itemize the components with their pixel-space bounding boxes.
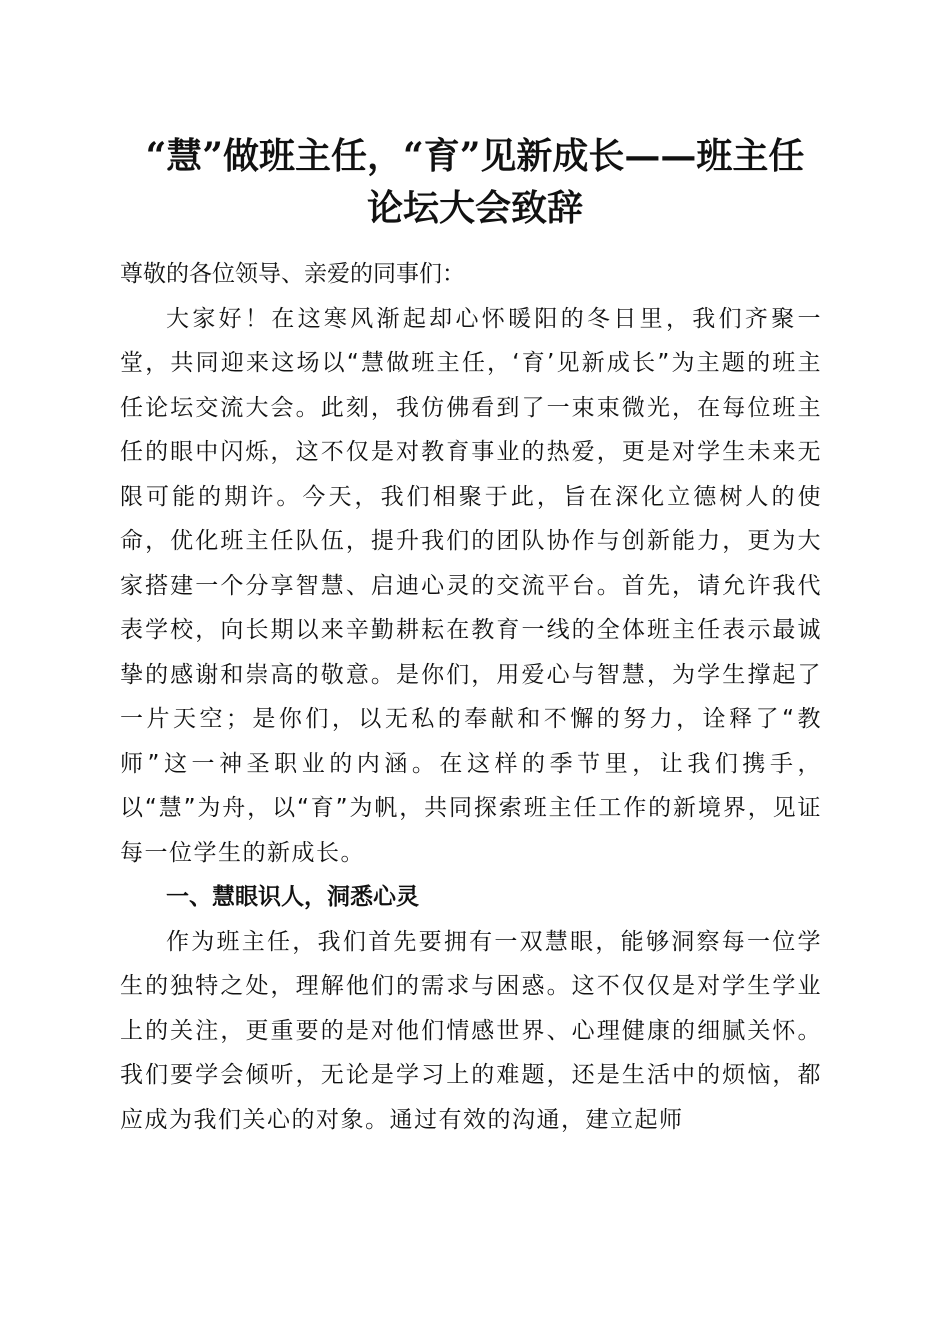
paragraph-intro: 大家好！在这寒风渐起却心怀暖阳的冬日里，我们齐聚一堂，共同迎来这场以“慧做班主任，‘育’见新成长”为主题的班主任论坛交流大会。此刻，我仿佛看到了一束束微光，在每位班主任的眼中闪烁，这不仅是对教育事业的热爱，更是对学生未来无限可能的期许。今天，我们相聚于此，旨在深化立德树人的使命，优化班主任队伍，提升我们的团队协作与创新能力，更为大家搭建一个分享智慧、启迪心灵的交流平台。首先，请允许我代表学校，向长期以来辛勤耕耘在教育一线的全体班主任表示最诚挚的感谢和崇高的敬意。是你们，用爱心与智慧，为学生撑起了一片天空；是你们，以无私的奉献和不懈的努力，诠释了“教师”这一神圣职业的内涵。在这样的季节里，让我们携手，以“慧”为舟，以“育”为帆，共同探索班主任工作的新境界，见证每一位学生的新成长。 — [120, 305, 822, 866]
title-line-2: 论坛大会致辞 — [366, 187, 583, 229]
paragraph-section-1: 作为班主任，我们首先要拥有一双慧眼，能够洞察每一位学生的独特之处，理解他们的需求与困惑。这不仅仅是对学生学业上的关注，更重要的是对他们情感世界、心理健康的细腻关怀。我们要学会倾听，无论是学习上的难题，还是生活中的烦恼，都应成为我们关心的对象。通过有效的沟通，建立起师 — [120, 928, 822, 1133]
section-heading-1: 一、慧眼识人，洞悉心灵 — [166, 884, 419, 910]
document-body — [120, 252, 822, 1142]
document-title — [120, 130, 830, 234]
salutation: 尊敬的各位领导、亲爱的同事们： — [120, 261, 465, 287]
title-line-1: “慧”做班主任，“育”见新成长——班主任 — [145, 135, 805, 177]
